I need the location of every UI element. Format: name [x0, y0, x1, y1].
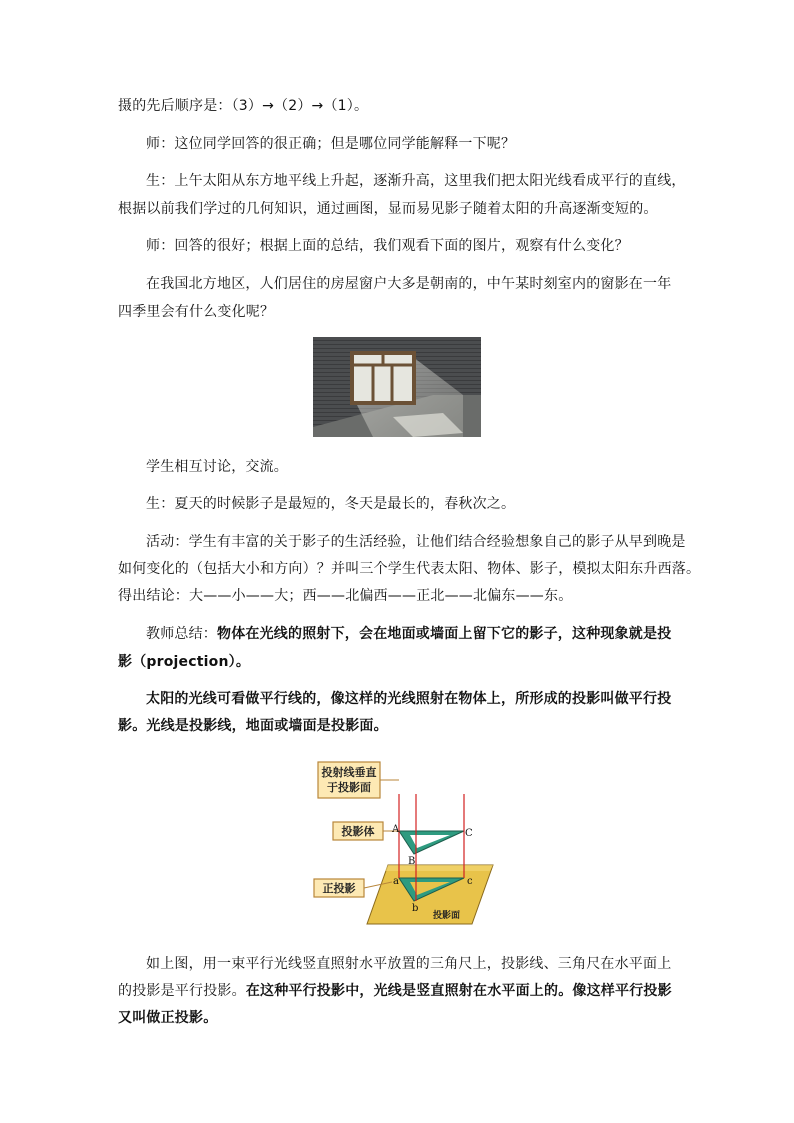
label-projection-line: 投射线垂直 — [321, 766, 377, 779]
paragraph-normal-text: 的投影是平行投影。 — [118, 983, 246, 999]
window-shadow-photo — [313, 337, 481, 437]
label-plane: 投影面 — [433, 911, 461, 921]
paragraph-line: 如上图，用一束平行光线竖直照射水平放置的三角尺上，投影线、三角尺在水平面上 — [146, 956, 672, 972]
paragraph-line: 师：这位同学回答的很正确；但是哪位同学能解释一下呢？ — [146, 136, 516, 152]
paragraph-line — [146, 624, 671, 644]
object-triangle — [399, 831, 464, 854]
paragraph-line: 在我国北方地区，人们居住的房屋窗户大多是朝南的，中午某时刻室内的窗影在一年 — [146, 276, 672, 292]
paragraph-line: 太阳的光线可看做平行线的，像这样的光线照射在物体上，所形成的投影叫做平行投 — [146, 691, 672, 707]
point-label: B — [408, 856, 416, 867]
point-label: c — [467, 876, 473, 887]
paragraph-line: 如何变化的（包括大小和方向）？并叫三个学生代表太阳、物体、影子，模拟太阳东升西落。 — [118, 561, 701, 577]
point-label: A — [392, 824, 400, 835]
paragraph-line: 根据以前我们学过的几何知识，通过画图，显而易见影子随着太阳的升高逐渐变短的。 — [118, 201, 658, 217]
projection-plane — [367, 865, 493, 924]
paragraph-line: 四季里会有什么变化呢？ — [118, 304, 275, 320]
paragraph-line: 生：夏天的时候影子是最短的，冬天是最长的，春秋次之。 — [146, 496, 516, 512]
paragraph-line: 学生相互讨论，交流。 — [146, 459, 288, 475]
paragraph-line: 又叫做正投影。 — [118, 1010, 218, 1026]
projection-diagram — [300, 758, 510, 930]
label-shadow: 正投影 — [322, 882, 356, 895]
paragraph-line: 师：回答的很好；根据上面的总结，我们观看下面的图片，观察有什么变化？ — [146, 238, 629, 254]
point-label: C — [465, 828, 473, 839]
point-label: b — [412, 903, 419, 914]
paragraph-line: 摄的先后顺序是：（3）→（2）→（1）。 — [118, 98, 369, 114]
summary-text: 物体在光线的照射下，会在地面或墙面上留下它的影子，这种现象就是投 — [217, 626, 672, 642]
paragraph-line: 得出结论：大——小——大；西——北偏西——正北——北偏东——东。 — [118, 588, 573, 604]
summary-prefix: 教师总结： — [146, 626, 217, 642]
label-object: 投影体 — [341, 825, 375, 838]
paragraph-line: 影（projection）。 — [118, 654, 251, 670]
paragraph-bold-text: 在这种平行投影中，光线是竖直照射在水平面上的。像这样平行投影 — [245, 983, 672, 999]
paragraph-line: 影。光线是投影线，地面或墙面是投影面。 — [118, 718, 388, 734]
paragraph-line: 活动：学生有丰富的关于影子的生活经验，让他们结合经验想象自己的影子从早到晚是 — [146, 534, 686, 550]
point-label: a — [393, 876, 399, 887]
label-projection-line: 于投影面 — [327, 781, 371, 794]
paragraph-line — [118, 981, 672, 1001]
paragraph-line: 生：上午太阳从东方地平线上升起，逐渐升高，这里我们把太阳光线看成平行的直线， — [146, 173, 686, 189]
